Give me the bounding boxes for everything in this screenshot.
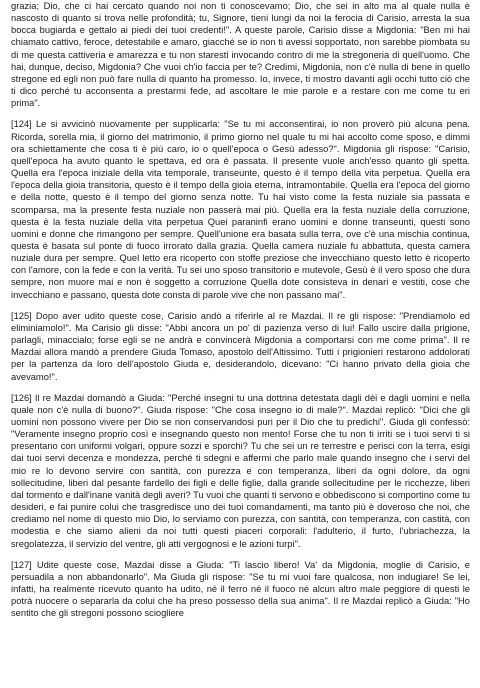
- paragraph-gap: [11, 383, 470, 392]
- paragraph-126: [126] Il re Mazdai domandò a Giuda: "Perché insegni tu una dottrina detestata dagli dèi e dagli uomini e nella quale non c'è nulla di buono?". Giuda rispose: "Che cosa insegno io di male?". Mazdai replicò: "Dici che gli uomini non possono vivere per Dio se non conservandosi puri per il Dio che tu predichi". Giuda gli confessò: "Veramente insegno proprio così e insegnando questo non mento! Forse che tu non ti irriti se i tuoi servi ti si presentano con uniformi volgari, oppure sozzi e sporchi? Tu che sei un re terrestre e perisci con la terra, esigi dai tuoi servi decenza e mondezza, perché ti sdegni e affermi che parlo male quando insegno che i servi del mio re lo devono servire con santità, con purezza e con temperanza, liberi da ogni dolore, da ogni sollecitudine, liberi dal pesante fardello dei figli e delle figlie, dalla grande sollecitudine per le ricchezze, liberi dal tormento e dall'inane vanità degli averi? Tu vuoi che quanti ti servono e obbediscono si comportino come tu desideri, e fai punire colui che trasgredisce uno dei tuoi comandamenti, ma tanto più è doveroso che noi, che crediamo nel nome di questo mio Dio, lo serviamo con purezza, con santità, con temperanza, con castità, con modestia e che siamo alieni da noi tutti questi piaceri corporali: l'adulterio, il furto, l'ubriachezza, la sregolatezza, il servizio del ventre, gli atti vergognosi e le azioni turpi".: [11, 392, 470, 549]
- paragraph-124: [124] Le si avvicinò nuovamente per supplicarla: "Se tu mi acconsentirai, io non proverò più alcuna pena. Ricorda, sorella mia, il giorno del matrimonio, il primo giorno nel quale tu mi hai accolto come sposo, e dimmi ora schiettamente che cosa ti è più caro, io o quell'epoca o Gesù adesso?". Migdonia gli rispose: "Carisio, quell'epoca ha avuto quanto le spettava, ed ora è passata. Il presente vuole anch'esso quanto gli spetta. Quella era l'epoca iniziale della vita temporale, transeunte, questo è il tempo della vita perpetua. Quella era l'epoca della gioia transitoria, questo è il tempo della gioia eterna, intramontabile. Quella era l'epoca del giorno e della notte, questo è il tempo del giorno senza notte. Tu hai visto come la festa nuziale sia passata e scomparsa, ma la presente festa nuziale non passerà mai più. Quella era la festa nuziale della corruzione, questa è la festa nuziale della vita perpetua Quei paraninfi erano uomini e donne transeunti, questi sono uomini e donne che rimangono per sempre. Quell'unione era basata sulla terra, ove c'è una mischia continua, questa è basata sul ponte di fuoco irrorato dalla grazia. Quella camera nuziale fu abbattuta, questa camera nuziale dura per sempre. Quel letto era ricoperto con stoffe preziose che invecchiano questo letto è ricoperto con l'amore, con la fede e con la verità. Tu sei uno sposo transitorio e mutevole, Gesù è il vero sposo che dura sempre, non muore mai e non è soggetto a corruzione Quella dote consisteva in denari e vestiti, cose che invecchiano e passano, questa dote consta di parole vive che non passano mai".: [11, 119, 470, 300]
- paragraph-gap: [11, 109, 470, 118]
- paragraph-125: [125] Dopo aver udito queste cose, Carisio andò a riferirle al re Mazdai. Il re gli rispose: "Prendiamolo ed eliminiamolo!". Ma Carisio gli disse: "Abbi ancora un po' di pazienza verso di lui! Fallo uscire dalla prigione, parlagli, minaccialo; forse egli se ne andrà e convincerà Migdonia a comportarsi con me come prima". Il re Mazdai allora mandò a prendere Giuda Tomaso, apostolo dell'Altissimo. Tutti i prigionieri restarono addolorati per la partenza da loro dell'apostolo Giuda e, desiderandolo, dicevano: "Ci hanno privato della gioia che avevamo!".: [11, 310, 470, 382]
- paragraph-continuation: grazia; Dio, che ci hai cercato quando noi non ti conoscevamo; Dio, che sei in alto ma al quale nulla è nascosto di quanto si trova nelle profondità; tu, Signore, tieni lungi da noi la ferocia di Carisio, arresta la sua bocca bugiarda e gettalo ai piedi dei tuoi credenti!". A queste parole, Carisio disse a Migdonia: "Ben mi hai chiamato cattivo, feroce, detestabile e amaro, giacché se io non ti avessi sopportato, non sarebbe piombata su di me questa cattiveria e amarezza e tu non staresti invocando contro di me la stregoneria di quell'uomo. Che hai, dunque, deciso, Migdonia? Che vuoi ch'io faccia per te? Credimi, Migdonia, non c'è nulla di bene in quello stregone ed egli non può fare nulla di quanto ha promesso. Io, invece, ti mostro davanti agli occhi tutto ciò che ti dico perché tu acconsenta a prestarmi fede, ad ascoltare le mie parole e a restare con me come tu eri prima".: [11, 1, 470, 109]
- paragraph-127: [127] Udite queste cose, Mazdai disse a Giuda: "Ti lascio libero! Va' da Migdonia, moglie di Carisio, e persuadila a non abbandonarlo". Ma Giuda gli rispose: "Se tu mi vuoi fare qualcosa, non indugiare! Se lei, infatti, ha realmente ricevuto quanto ha udito, né il ferro né il fuoco né alcun altro male peggiore di questi le potrà nuocere o separarla da colui che ha preso possesso della sua anima". Il re Mazdai replicò a Giuda: "Ho sentito che gli stregoni possono sciogliere: [11, 559, 470, 619]
- paragraph-gap: [11, 301, 470, 310]
- paragraph-gap: [11, 550, 470, 559]
